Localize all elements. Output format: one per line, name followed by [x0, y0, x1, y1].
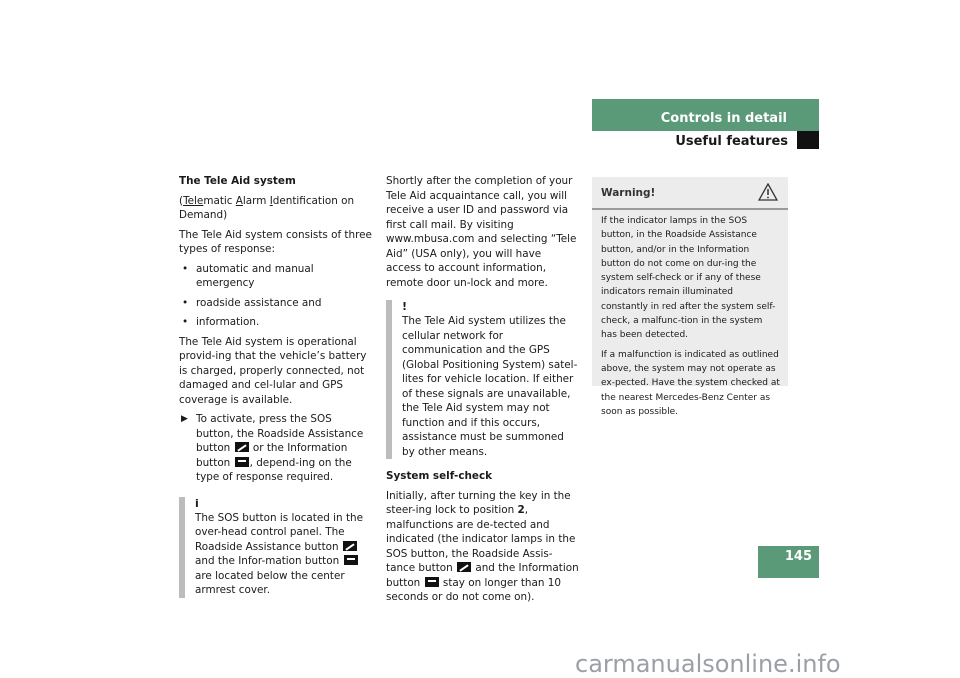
tele-aid-heading: The Tele Aid system [179, 175, 296, 187]
list-item: • roadside assistance and [179, 296, 372, 311]
page-number-box [758, 546, 819, 578]
self-check-text: Initially, after turning the key in the steer-ing lock to position 2, malfunctions are de-tected and indicated (the indicator lamps in the SOS button, the Roadside Assis-tance button and the Information button stay on longer than 10 seconds or do not come on). [386, 489, 579, 603]
watermark: carmanualsonline.info [575, 650, 841, 678]
warning-title: Warning! [601, 187, 656, 199]
middle-column [386, 174, 579, 610]
section-title: Controls in detail [660, 111, 787, 126]
list-item: • information. [179, 315, 372, 330]
information-icon [235, 457, 249, 467]
operational-text: The Tele Aid system is operational provid-ing that the vehicle’s battery is charged, properly connected, not damaged and cel-lular and GPS coverage is available. [179, 335, 367, 406]
header-banner [592, 99, 819, 131]
acronym-line: (Telematic Alarm Identification on Demand) [179, 194, 355, 221]
warning-header [592, 177, 788, 210]
information-icon [425, 577, 439, 587]
warning-body [592, 210, 788, 419]
caution-note-text: The Tele Aid system utilizes the cellular network for communication and the GPS (Global Positioning System) satel-lites for vehicle location. If either of these signals are unavailable, the Tele Aid system may not function and if this occurs, assistance must be summoned by other means. [402, 315, 578, 458]
page-number: 145 [784, 549, 812, 564]
roadside-assistance-icon [235, 442, 249, 452]
exclamation-icon: ! [402, 300, 408, 313]
list-item: • automatic and manual emergency [179, 262, 372, 291]
header-marker [797, 131, 819, 149]
intro-text: The Tele Aid system consists of three types of response: [179, 228, 372, 255]
warning-triangle-icon [758, 183, 778, 206]
self-check-heading: System self-check [386, 470, 493, 482]
warning-box [592, 177, 788, 417]
response-list [179, 262, 372, 330]
info-note [179, 497, 372, 598]
activation-step: ▶ To activate, press the SOS button, the Roadside Assistance button or the Information button , depend-ing on the type of response required. [181, 413, 364, 483]
caution-note [386, 300, 579, 459]
information-icon [344, 555, 358, 565]
info-note-text: The SOS button is located in the over-head control panel. The Roadside Assistance button and the Infor-mation button are located below the center armrest cover. [195, 511, 363, 596]
acquaintance-text: Shortly after the completion of your Tele Aid acquaintance call, you will receive a user ID and password via first call mail. By visiting www.mbusa.com and selecting “Tele Aid” (USA only), you will have access to account information, remote door un-lock and more. [386, 175, 577, 289]
note-bar [179, 497, 185, 598]
left-column [179, 174, 372, 598]
warning-paragraph: If the indicator lamps in the SOS button, in the Roadside Assistance button, and/or in the Information button do not come on dur-ing the system self-check or if any of these indicators remain illuminated constantly in red after the system self-check, a malfunc-tion in the system has been detected. [601, 216, 776, 341]
arrow-icon: ▶ [181, 414, 188, 424]
note-bar [386, 300, 392, 459]
roadside-assistance-icon [343, 541, 357, 551]
roadside-assistance-icon [457, 562, 471, 572]
warning-paragraph: If a malfunction is indicated as outlined above, the system may not operate as ex-pected. Have the system checked at the nearest Mercedes-Benz Center as soon as possible. [601, 349, 780, 417]
info-icon: i [195, 496, 199, 510]
subsection-title: Useful features [675, 134, 788, 149]
